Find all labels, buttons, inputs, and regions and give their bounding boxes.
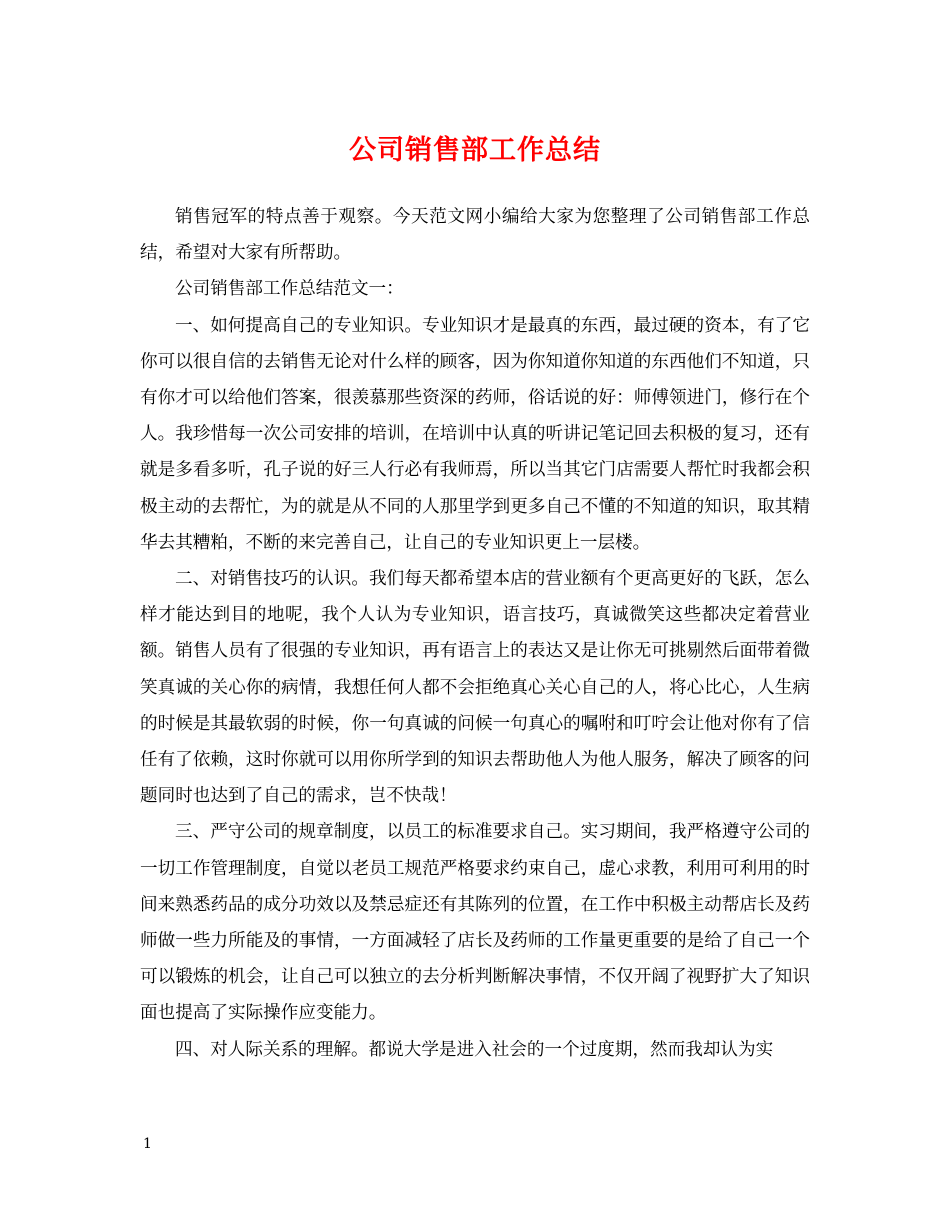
paragraph-section-3: 三、严守公司的规章制度，以员工的标准要求自己。实习期间，我严格遵守公司的一切工作管理制度，自觉以老员工规范严格要求约束自己，虚心求教，利用可利用的时间来熟悉药品的成分功效以及禁忌症还有其陈列的位置，在工作中积极主动帮店长及药师做一些力所能及的事情，一方面减轻了店长及药师的工作量更重要的是给了自己一个可以锻炼的机会，让自己可以独立的去分析判断解决事情，不仅开阔了视野扩大了知识面也提高了实际操作应变能力。 xyxy=(140,822,810,1024)
paragraph-section-4: 四、对人际关系的理解。都说大学是进入社会的一个过度期，然而我却认为实 xyxy=(175,1039,774,1060)
paragraph-section-2: 二、对销售技巧的认识。我们每天都希望本店的营业额有个更高更好的飞跃，怎么样才能达到目的地呢，我个人认为专业知识，语言技巧，真诚微笑这些都决定着营业额。销售人员有了很强的专业知识，再有语言上的表达又是让你无可挑剔然后面带着微笑真诚的关心你的病情，我想任何人都不会拒绝真心关心自己的人，将心比心，人生病的时候是其最软弱的时候，你一句真诚的问候一句真心的嘱咐和叮咛会让他对你有了信任有了依赖，这时你就可以用你所学到的知识去帮助他人为他人服务，解决了顾客的问题同时也达到了自己的需求，岂不快哉！ xyxy=(140,569,810,807)
paragraph-section-1: 一、如何提高自己的专业知识。专业知识才是最真的东西，最过硬的资本，有了它你可以很自信的去销售无论对什么样的顾客，因为你知道你知道的东西他们不知道，只有你才可以给他们答案，很羡慕那些资深的药师，俗话说的好：师傅领进门，修行在个人。我珍惜每一次公司安排的培训，在培训中认真的听讲记笔记回去积极的复习，还有就是多看多听，孔子说的好三人行必有我师焉，所以当其它门店需要人帮忙时我都会积极主动的去帮忙，为的就是从不同的人那里学到更多自己不懂的不知道的知识，取其精华去其糟粕，不断的来完善自己，让自己的专业知识更上一层楼。 xyxy=(140,315,810,553)
paragraph-intro: 销售冠军的特点善于观察。今天范文网小编给大家为您整理了公司销售部工作总结，希望对大家有所帮助。 xyxy=(140,207,810,264)
document-title: 公司销售部工作总结 xyxy=(349,135,601,166)
page-number: 1 xyxy=(143,1136,152,1152)
paragraph-sample-heading: 公司销售部工作总结范文一： xyxy=(175,279,404,300)
document-body xyxy=(140,199,810,1068)
